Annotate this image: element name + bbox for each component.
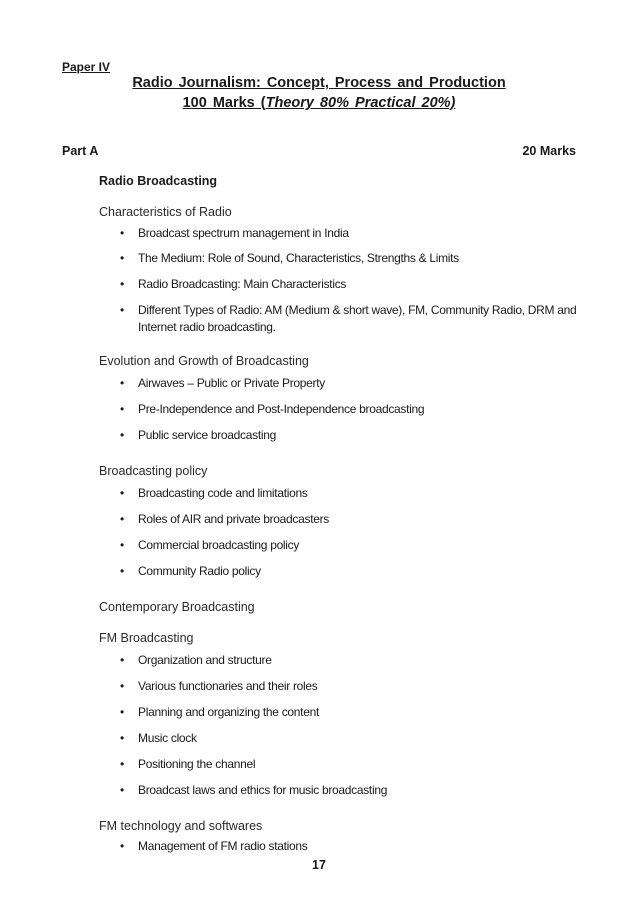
bullet-icon: •	[120, 512, 124, 526]
bullet-icon: •	[120, 653, 124, 667]
bullet-icon: •	[120, 705, 124, 719]
bullet-icon: •	[120, 226, 124, 240]
paper-label: Paper IV	[62, 60, 111, 74]
section-heading: Contemporary Broadcasting	[99, 600, 255, 614]
section-heading: FM technology and softwares	[99, 819, 263, 833]
bullet-icon: •	[120, 486, 124, 500]
bullet-icon: •	[120, 251, 124, 265]
bullet-icon: •	[120, 839, 124, 853]
part-marks: 20 Marks	[522, 144, 576, 158]
bullet-icon: •	[120, 757, 124, 771]
bullet-icon: •	[120, 277, 124, 291]
course-marks-line	[0, 95, 638, 111]
main-heading: Radio Broadcasting	[99, 174, 218, 188]
bullet-icon: •	[120, 783, 124, 797]
bullet-icon: •	[120, 376, 124, 390]
page-number: 17	[312, 858, 326, 872]
bullet-icon: •	[120, 303, 124, 317]
section-heading: Characteristics of Radio	[99, 205, 232, 219]
marks-breakdown: Theory 80% Practical 20%)	[265, 95, 456, 111]
marks-prefix: 100 Marks (	[182, 95, 266, 111]
bullet-icon: •	[120, 679, 124, 693]
course-title: Radio Journalism: Concept, Process and Production	[132, 75, 506, 91]
section-heading: Broadcasting policy	[99, 464, 208, 478]
part-label: Part A	[62, 144, 99, 158]
section-heading: FM Broadcasting	[99, 631, 194, 645]
bullet-icon: •	[120, 402, 124, 416]
bullet-icon: •	[120, 731, 124, 745]
bullet-icon: •	[120, 564, 124, 578]
section-heading: Evolution and Growth of Broadcasting	[99, 354, 309, 368]
bullet-icon: •	[120, 428, 124, 442]
document-page: Paper IV Radio Journalism: Concept, Process and Production 100 Marks (Theory 80% Practical 20%) Part A 20 Marks Radio Broadcasting Characteristics of Radio • Broadcast spectrum management in India • The Medium: Role of Sound, Characteristics, Strengths & Limits • Radio Broadcasting: Main Characteristics • Different Types of Radio: AM (Medium & short wave), FM, Community Radio, DRM and Internet radio broadcasting. Evolution and Growth of Broadcasting • Airwaves – Public or Private Property • Pre-Independence and Post-Independence broadcasting • Public service broadcasting Broadcasting policy • Broadcasting code and limitations • Roles of AIR and private broadcasters • Commercial broadcasting policy • Community Radio policy Contemporary Broadcasting FM Broadcasting • Organization and structure • Various functionaries and their roles • Planning and organizing the content • Music clock • Positioning the channel • Broadcast laws and ethics for music broadcasting FM technology and softwares • Management of FM radio stations 17	[0, 0, 638, 903]
bullet-icon: •	[120, 538, 124, 552]
